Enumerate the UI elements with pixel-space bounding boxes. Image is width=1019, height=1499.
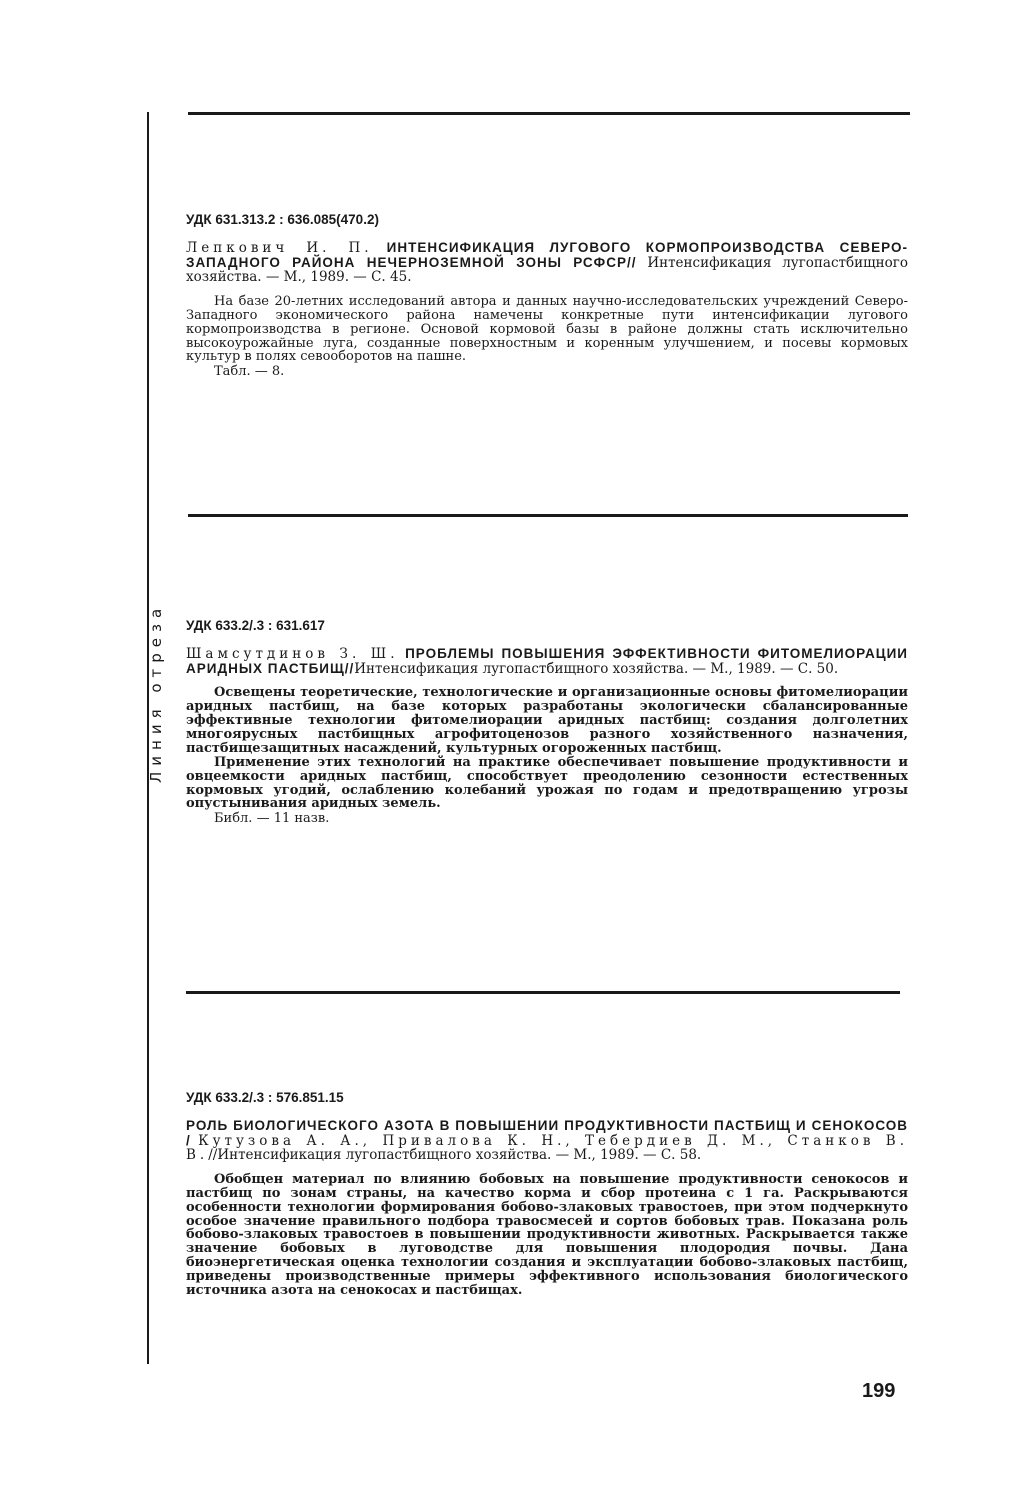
- citation: [186, 241, 908, 285]
- separator-rule-top: [188, 112, 910, 115]
- article-title: РОЛЬ БИОЛОГИЧЕСКОГО АЗОТА В ПОВЫШЕНИИ ПРОДУКТИВНОСТИ ПАСТБИЩ И СЕНОКОСОВ /: [186, 1118, 908, 1148]
- udc-code: УДК 633.2/.3 : 631.617: [186, 618, 325, 633]
- abstract-paragraph: Обобщен материал по влиянию бобовых на повышение продуктивности сенокосов и пастбищ по зонам страны, на качество корма и сбор протеина с 1 га. Раскрываются особенности технологии формирования бобово-злаковых травостоев, при этом подчеркнуто особое значение правильного подбора травосмесей и сортов бобовых трав. Показана роль бобово-злаковых травостоев в повышении продуктивности животных. Раскрывается также значение бобовых в луговодстве для повышения плодородия почвы. Дана биоэнергетическая оценка технологии создания и эксплуатации бобово-злаковых пастбищ, приведены производственные примеры эффективного использования биологического источника азота на сенокосах и пастбищах.: [186, 1171, 908, 1299]
- abstract-card-2: [186, 618, 908, 826]
- abstract-card-1: [186, 212, 908, 379]
- source-reference: Интенсификация лугопастбищного хозяйства. — М., 1989. — С. 45.: [186, 254, 908, 286]
- abstract-card-3: [186, 1090, 908, 1298]
- author-name: Лепкович И. П.: [186, 240, 373, 256]
- udc-code: УДК 633.2/.3 : 576.851.15: [186, 1090, 344, 1105]
- source-reference: //Интенсификация лугопастбищного хозяйства. — М., 1989. — С. 58.: [208, 1147, 702, 1164]
- abstract-paragraph: На базе 20-летних исследований автора и данных научно-исследовательских учреждений Северо-Западного экономического района намечены конкретные пути интенсификации лугового кормопроизводства в регионе. Основой кормовой базы в районе должны стать исключительно высокоурожайные луга, созданные поверхностным и коренным улучшением, и посевы кормовых культур в полях севооборотов на пашне.: [186, 293, 908, 365]
- tables-note: Табл. — 8.: [214, 364, 285, 380]
- abstract-paragraph: Применение этих технологий на практике обеспечивает повышение продуктивности и овцеемкости аридных пастбищ, способствует преодолению сезонности естественных кормовых угодий, ослаблению колебаний урожая по годам и предотвращению угрозы опустынивания аридных земель.: [186, 754, 908, 812]
- abstract-text: [186, 686, 908, 811]
- citation: [186, 1119, 908, 1163]
- abstract-paragraph: Освещены теоретические, технологические и организационные основы фитомелиорации аридных пастбищ, на базе которых разработаны экологически сбалансированные эффективные технологии фитомелиорации аридных пастбищ: создания долголетних многоярусных пастбищных агрофитоценозов разного хозяйственного назначения, пастбищезащитных насаждений, культурных огороженных пастбищ.: [186, 685, 908, 756]
- article-title: ИНТЕНСИФИКАЦИЯ ЛУГОВОГО КОРМОПРОИЗВОДСТВА СЕВЕРО-ЗАПАДНОГО РАЙОНА НЕЧЕРНОЗЕМНОЙ ЗОНЫ РСФСР//: [186, 240, 908, 270]
- page-number: 199: [862, 1380, 896, 1402]
- author-names: Кутузова А. А., Привалова К. Н., Тебердиев Д. М., Станков В. В.: [186, 1132, 908, 1164]
- article-title: ПРОБЛЕМЫ ПОВЫШЕНИЯ ЭФФЕКТИВНОСТИ ФИТОМЕЛИОРАЦИИ АРИДНЫХ ПАСТБИЩ//: [186, 646, 908, 676]
- source-reference: Интенсификация лугопастбищного хозяйства. — М., 1989. — С. 50.: [354, 660, 839, 677]
- citation: [186, 647, 908, 676]
- cut-line-label: Линия отреза: [147, 602, 165, 783]
- udc-code: УДК 631.313.2 : 636.085(470.2): [186, 212, 379, 227]
- bibliography-note: Библ. — 11 назв.: [214, 811, 330, 827]
- separator-rule-bottom: [186, 991, 900, 994]
- abstract-text: [186, 1173, 908, 1298]
- author-name: Шамсутдинов З. Ш.: [186, 646, 399, 662]
- separator-rule-middle: [188, 514, 908, 517]
- abstract-text: [186, 295, 908, 365]
